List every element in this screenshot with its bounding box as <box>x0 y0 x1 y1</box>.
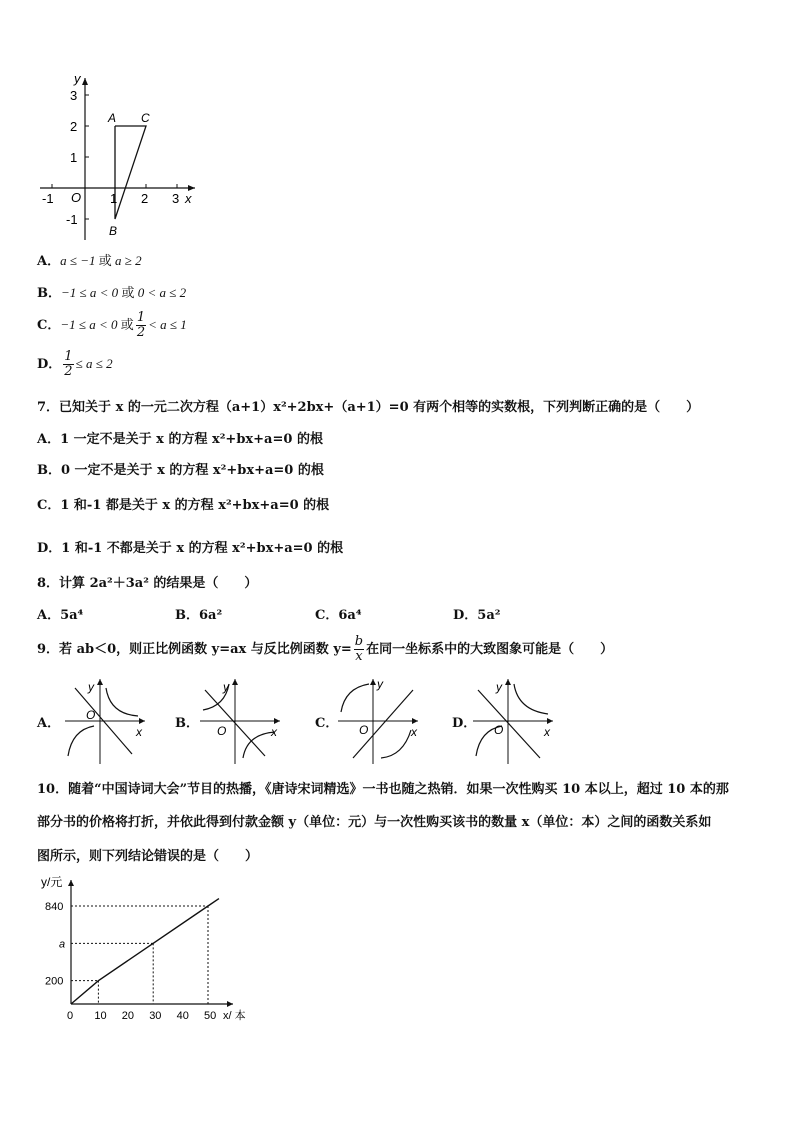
fraction: $\frac{1}{2}$ <box>136 310 146 340</box>
x-tick-label: 10 <box>94 1010 107 1022</box>
x-axis-label: x <box>136 725 142 739</box>
option-math: < a ≤ 1 <box>148 317 187 332</box>
origin-label: O <box>494 723 504 737</box>
y-tick-label: a <box>59 938 66 951</box>
x-tick-1: 1 <box>110 191 118 206</box>
point-c-label: C <box>141 111 150 125</box>
x-axis-label: x <box>544 725 550 739</box>
y-tick-1: 1 <box>70 150 78 165</box>
y-axis-label: y <box>74 71 81 86</box>
y-axis-label: y <box>88 680 94 694</box>
origin-label: O <box>71 190 82 205</box>
q9-graph-d[interactable] <box>468 676 558 766</box>
origin-label: O <box>359 723 369 737</box>
q9-option-c-label[interactable]: C． <box>315 716 339 731</box>
y-tick-2: 2 <box>70 119 78 134</box>
option-or: 或 <box>121 286 135 301</box>
y-tick-label: 200 <box>45 975 64 988</box>
x-tick-2: 2 <box>141 191 149 206</box>
q7-stem: 7．已知关于 x 的一元二次方程（a+1）x²+2bx+（a+1）=0 有两个相等的实数根，下列判断正确的是（ ） <box>37 400 700 415</box>
y-axis-label: y <box>223 680 229 694</box>
x-tick-label: 50 <box>204 1010 217 1022</box>
option-label: B． <box>37 286 61 301</box>
q8-stem: 8．计算 2a²＋3a² 的结果是（ ） <box>37 576 258 591</box>
q10-stem-line-2: 部分书的价格将打折，并依此得到付款金额 y（单位：元）与一次性购买该书的数量 x（单位：本）之间的函数关系如 <box>37 815 712 830</box>
origin-label: O <box>217 724 227 738</box>
y-axis-label: y <box>496 680 502 694</box>
origin-label: O <box>86 708 96 722</box>
option-math: −1 ≤ a < 0 <box>60 317 121 332</box>
option-label: C． <box>37 318 61 333</box>
series-line-extension <box>208 899 219 906</box>
x-tick-3: 3 <box>172 191 180 206</box>
q8-option-d[interactable]: D．5a² <box>453 608 501 623</box>
y-tick-label: 840 <box>45 901 64 913</box>
q6-option-d[interactable] <box>37 350 113 379</box>
option-math: ≤ a ≤ 2 <box>75 356 113 371</box>
q6-option-c[interactable] <box>37 311 187 340</box>
x-tick-label: 0 <box>67 1010 74 1022</box>
x-tick-neg1: -1 <box>42 191 54 206</box>
q6-coordinate-figure <box>30 70 200 245</box>
option-or: 或 <box>120 318 134 333</box>
y-axis-label: y <box>377 677 383 691</box>
x-axis-label: x <box>271 725 277 739</box>
option-math: a ≥ 2 <box>111 253 142 268</box>
fraction: $\frac{b}{x}$ <box>354 634 364 664</box>
option-label: D． <box>37 357 62 372</box>
q9-graph-b[interactable] <box>195 676 285 766</box>
x-tick-label: 30 <box>149 1010 162 1022</box>
y-axis-arrow <box>82 78 88 85</box>
y-axis-title: y/元 <box>41 875 63 889</box>
q9-graph-a[interactable] <box>60 676 150 766</box>
q7-option-b[interactable]: B．0 一定不是关于 x 的方程 x²+bx+a=0 的根 <box>37 463 324 478</box>
q10-line-chart <box>28 870 268 1030</box>
option-math: −1 ≤ a < 0 <box>61 285 122 300</box>
q9-graph-c[interactable] <box>333 676 423 766</box>
point-a-label: A <box>108 111 117 125</box>
q9-option-d-label[interactable]: D． <box>452 716 477 731</box>
x-axis-label: x <box>411 725 417 739</box>
option-math: a ≤ −1 <box>60 253 99 268</box>
option-label: A． <box>37 254 61 269</box>
point-b-label: B <box>109 224 118 238</box>
x-tick-label: 20 <box>121 1010 135 1022</box>
series-line <box>71 906 208 1004</box>
y-tick-3: 3 <box>70 88 78 103</box>
q8-option-c[interactable]: C．6a⁴ <box>315 608 362 623</box>
x-axis-title: x/ 本 <box>223 1010 246 1022</box>
x-axis-arrow <box>227 1001 233 1007</box>
q7-option-c[interactable]: C．1 和-1 都是关于 x 的方程 x²+bx+a=0 的根 <box>37 498 330 513</box>
fraction: $\frac{1}{2}$ <box>64 349 73 379</box>
q9-option-a-label[interactable]: A． <box>37 716 61 731</box>
q10-stem-line-1: 10．随着“中国诗词大会”节目的热播，《唐诗宋词精选》一书也随之热销．如果一次性购买 10 本以上，超过 10 本的那 <box>37 782 729 797</box>
option-or: 或 <box>98 254 112 269</box>
x-tick-label: 40 <box>176 1010 189 1022</box>
y-axis-arrow <box>68 880 74 886</box>
x-axis-label: x <box>185 191 192 206</box>
q7-option-a[interactable]: A．1 一定不是关于 x 的方程 x²+bx+a=0 的根 <box>37 432 323 447</box>
y-tick-neg1: -1 <box>66 212 78 227</box>
q6-option-a[interactable] <box>37 250 142 269</box>
q8-option-b[interactable]: B．6a² <box>175 608 223 623</box>
q9-option-b-label[interactable]: B． <box>175 716 199 731</box>
q9-stem: 9．若 ab＜0，则正比例函数 y=ax 与反比例函数 y= $\frac{b}{x}$ 在同一坐标系中的大致图象可能是（ ） <box>37 634 614 664</box>
option-math: 0 < a ≤ 2 <box>134 285 187 300</box>
q10-stem-line-3: 图所示，则下列结论错误的是（ ） <box>37 849 259 864</box>
q7-option-d[interactable]: D．1 和-1 不都是关于 x 的方程 x²+bx+a=0 的根 <box>37 541 344 556</box>
q6-option-b[interactable] <box>37 282 186 301</box>
q8-option-a[interactable]: A．5a⁴ <box>37 608 84 623</box>
